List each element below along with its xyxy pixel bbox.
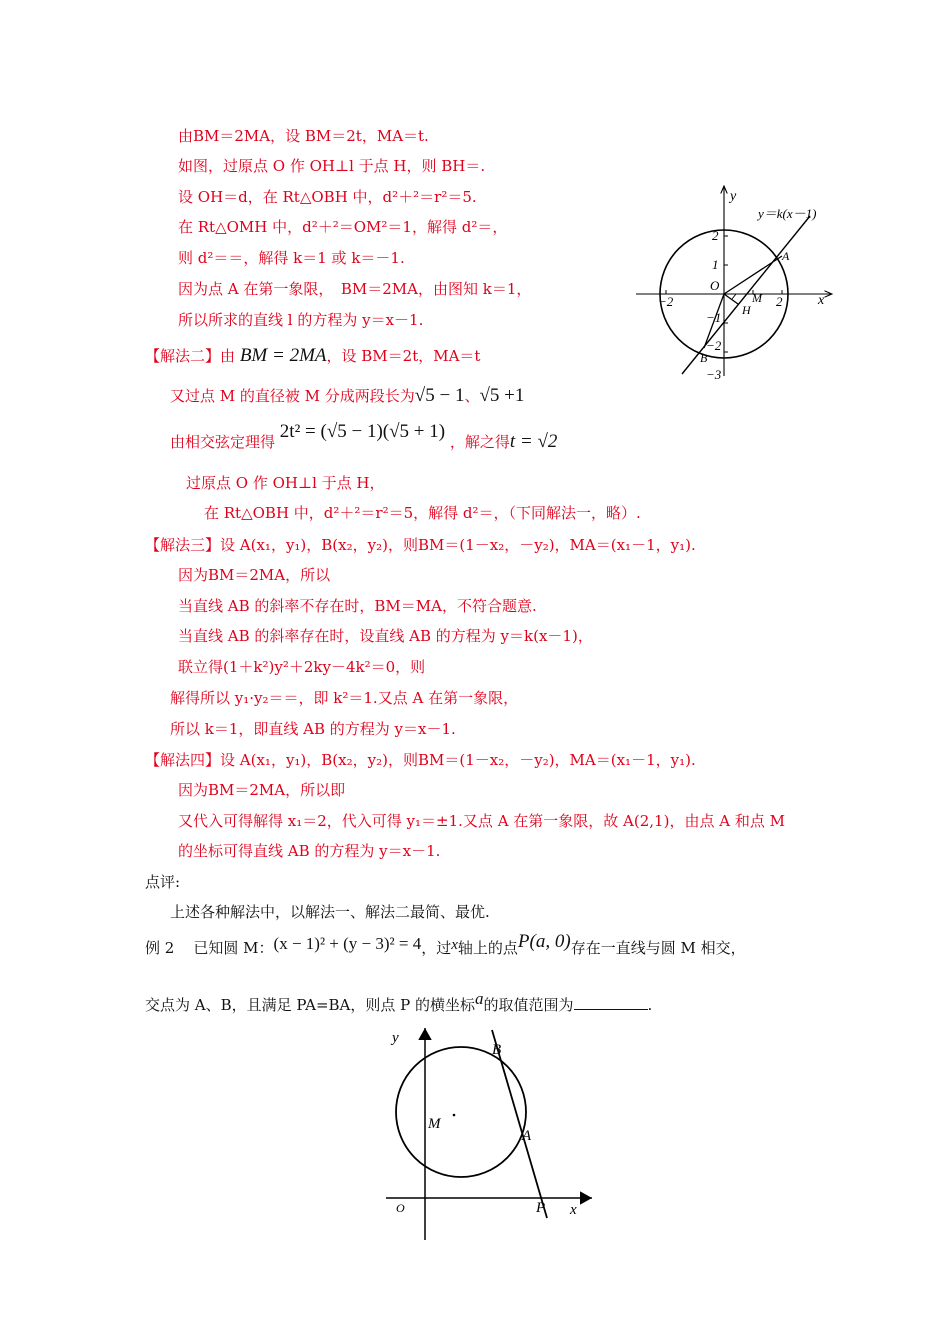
center-dot — [453, 1114, 456, 1117]
formula: 2t² = (√5 − 1)(√5 + 1) — [279, 421, 446, 442]
tick-label: −3 — [706, 367, 722, 382]
y-axis-label: y — [730, 189, 737, 204]
text-line: 【解法三】设 A(x₁，y₁)，B(x₂，y₂)，则BM＝(1－x₂，－y₂)，MA＝(x₁－1，y₁). — [145, 536, 696, 554]
figure-1 — [632, 180, 842, 380]
text-line: 因为点 A 在第一象限， BM＝2MA，由图知 k＝1， — [178, 280, 532, 298]
text-line: 解得所以 y₁·y₂＝＝，即 k²＝1.又点 A 在第一象限， — [170, 689, 519, 707]
formula: t = √2 — [509, 431, 558, 452]
text-line: 过原点 O 作 OH⊥l 于点 H， — [186, 474, 385, 492]
comment-heading: 点评: — [145, 873, 181, 891]
y-axis-label: y — [392, 1030, 399, 1046]
tick-label: 2 — [776, 294, 783, 309]
text-line: 当直线 AB 的斜率存在时，设直线 AB 的方程为 y＝k(x－1)， — [178, 627, 593, 645]
formula: BM = 2MA — [239, 345, 327, 366]
line-pb — [492, 1030, 547, 1218]
example-label: 例 2 — [145, 939, 175, 957]
example-line: 交点为 A、B，且满足 PA=BA，则点 P 的横坐标a的取值范围为 . — [145, 989, 653, 1014]
text-line: 设 OH＝d，在 Rt△OBH 中，d²＋²＝r²＝5. — [178, 188, 477, 206]
text-line: 因为BM＝2MA，所以即 — [178, 781, 346, 799]
text-line: 又代入可得解得 x₁＝2，代入可得 y₁＝±1.又点 A 在第一象限，故 A(2,1)，由点 A 和点 M — [178, 812, 785, 830]
text-line: 则 d²＝＝，解得 k＝1 或 k＝－1. — [178, 249, 405, 267]
tick-label: 2 — [712, 228, 719, 243]
solution-tag: 【解法三】 — [145, 536, 221, 554]
point-label-h: H — [742, 303, 751, 317]
circle-m — [396, 1047, 526, 1177]
text-line: 所以 k＝1，即直线 AB 的方程为 y＝x－1. — [170, 720, 456, 738]
line-label: y＝k(x－1) — [758, 206, 817, 221]
tick-label: −2 — [658, 294, 674, 309]
text-line: 如图，过原点 O 作 OH⊥l 于点 H，则 BH＝. — [178, 157, 486, 175]
solution-tag: 【解法二】 — [145, 347, 221, 365]
text-line: 所以所求的直线 l 的方程为 y＝x－1. — [178, 311, 424, 329]
formula: √5 +1 — [479, 385, 525, 406]
origin-label: O — [396, 1201, 405, 1215]
text-line: 由相交弦定理得 2t² = (√5 − 1)(√5 + 1) ，解之得t = √2 — [170, 421, 558, 452]
text-line: 的坐标可得直线 AB 的方程为 y＝x－1. — [178, 842, 441, 860]
formula: √5 − 1 — [414, 385, 465, 406]
answer-blank — [574, 995, 648, 1010]
text-line: 又过点 M 的直径被 M 分成两段长为√5 − 1、√5 +1 — [170, 385, 525, 406]
text-line: 【解法四】设 A(x₁，y₁)，B(x₂，y₂)，则BM＝(1－x₂，－y₂)，MA＝(x₁－1，y₁). — [145, 751, 696, 769]
text-line: 在 Rt△OBH 中，d²＋²＝r²＝5，解得 d²＝，（下同解法一，略）. — [204, 504, 641, 522]
tick-label: −1 — [706, 310, 722, 325]
text-line: 因为BM＝2MA，所以 — [178, 566, 331, 584]
figure-2 — [380, 1022, 600, 1242]
example-line: 例 2 已知圆 M：(x − 1)² + (y − 3)² = 4，过x轴上的点P(a, 0)存在一直线与圆 M 相交， — [145, 931, 746, 957]
tick-label: 1 — [712, 257, 719, 272]
point-label-b: B — [700, 351, 708, 365]
text-line: 当直线 AB 的斜率不存在时，BM＝MA，不符合题意. — [178, 597, 537, 615]
tick-label: −2 — [706, 338, 722, 353]
point-label-m: M — [752, 291, 762, 305]
text-line: 在 Rt△OMH 中，d²＋²＝OM²＝1，解得 d²＝， — [178, 218, 508, 236]
text-line: 由BM＝2MA，设 BM＝2t，MA＝t. — [178, 127, 429, 145]
point-label-p: P — [536, 1200, 546, 1216]
point-label-a: A — [782, 249, 790, 263]
formula: P(a, 0) — [517, 931, 571, 952]
x-axis-label: x — [570, 1202, 577, 1218]
solution-two-line: 【解法二】由 BM = 2MA，设 BM＝2t，MA＝t — [145, 345, 481, 366]
formula: (x − 1)² + (y − 3)² = 4 — [273, 934, 422, 953]
origin-label: O — [710, 278, 720, 293]
point-label-b: B — [492, 1042, 502, 1058]
point-label-a: A — [522, 1128, 532, 1144]
comment-text: 上述各种解法中，以解法一、解法二最简、最优. — [170, 903, 490, 921]
point-label-m: M — [428, 1116, 441, 1132]
solution-tag: 【解法四】 — [145, 751, 221, 769]
x-axis-label: x — [818, 293, 825, 308]
text-line: 联立得(1＋k²)y²＋2ky－4k²＝0，则 — [178, 658, 426, 676]
